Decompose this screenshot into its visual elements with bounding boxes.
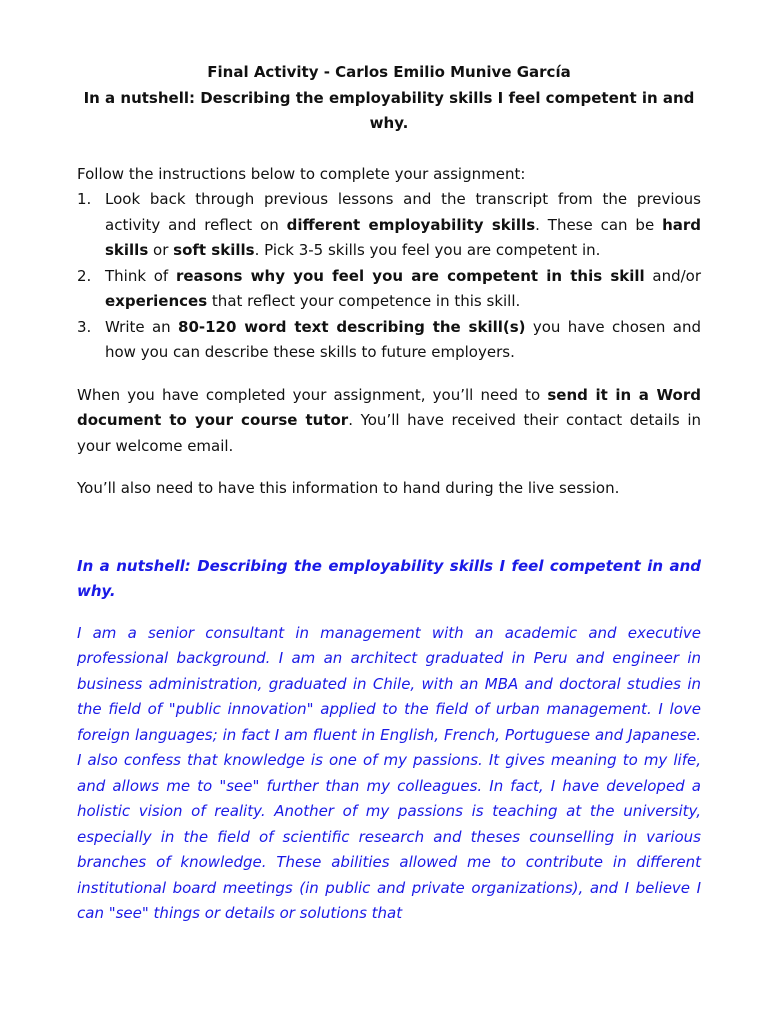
instructions-intro: Follow the instructions below to complete your assignment:: [77, 164, 526, 183]
instruction-bold-text: 80-120 word text describing the skill(s): [178, 317, 526, 336]
instruction-bold-text: soft skills: [173, 241, 255, 259]
instruction-bold-text: experiences: [105, 292, 208, 310]
instruction-text: or: [148, 241, 174, 259]
instruction-text: . Pick 3-5 skills you feel you are competent in.: [254, 241, 601, 259]
submission-bold-text: send it in a Word document to your course tutor: [77, 385, 701, 429]
submission-paragraph: [77, 383, 701, 460]
instructions-list: [77, 187, 701, 366]
instruction-number: 2.: [77, 266, 92, 285]
instruction-bold-text: reasons why you feel you are competent in this skill: [175, 266, 645, 285]
instruction-text: you have chosen and how you can describe these skills to future employers.: [105, 317, 701, 361]
live-session-paragraph: You’ll also need to have this information to hand during the live session.: [77, 479, 620, 497]
instruction-bold-text: hard skills: [105, 215, 701, 259]
instruction-item: [77, 315, 701, 366]
instruction-text: . These can be: [535, 215, 663, 234]
instruction-number: 1.: [77, 190, 92, 208]
instruction-number: 3.: [77, 317, 92, 336]
instruction-text: Look back through previous lessons and the transcript from the previous activity and reflect on: [105, 190, 701, 234]
document-subtitle: In a nutshell: Describing the employability skills I feel competent in and why.: [83, 88, 695, 132]
instruction-text: that reflect your competence in this skill.: [207, 292, 521, 310]
instruction-text: Write an: [105, 317, 179, 336]
instruction-bold-text: different employability skills: [286, 215, 536, 234]
submission-text-end: . You’ll have received their contact details in your welcome email.: [77, 411, 701, 455]
submission-text: When you have completed your assignment, you’ll need to: [77, 385, 548, 404]
instruction-text: and/or: [644, 266, 702, 285]
instruction-item: [77, 187, 701, 264]
answer-body: I am a senior consultant in management with an academic and executive professional background. I am an architect graduated in Peru and engineer in business administration, graduated in Chile, with an MBA and doctoral studies in the field of "public innovation" applied to the field of urban management. I love foreign languages; in fact I am fluent in English, French, Portuguese and Japanese. I also confess that knowledge is one of my passions. It gives meaning to my life, and allows me to "see" further than my colleagues. In fact, I have developed a holistic vision of reality. Another of my passions is teaching at the university, especially in the field of scientific research and theses counselling in various branches of knowledge. These abilities allowed me to contribute in different institutional board meetings (in public and private organizations), and I believe I can "see" things or details or solutions that: [77, 623, 701, 922]
answer-title: In a nutshell: Describing the employability skills I feel competent in and why.: [77, 556, 701, 600]
instruction-text: Think of: [105, 266, 176, 285]
document-title: Final Activity - Carlos Emilio Munive García: [207, 63, 571, 81]
instruction-item: [77, 264, 701, 315]
